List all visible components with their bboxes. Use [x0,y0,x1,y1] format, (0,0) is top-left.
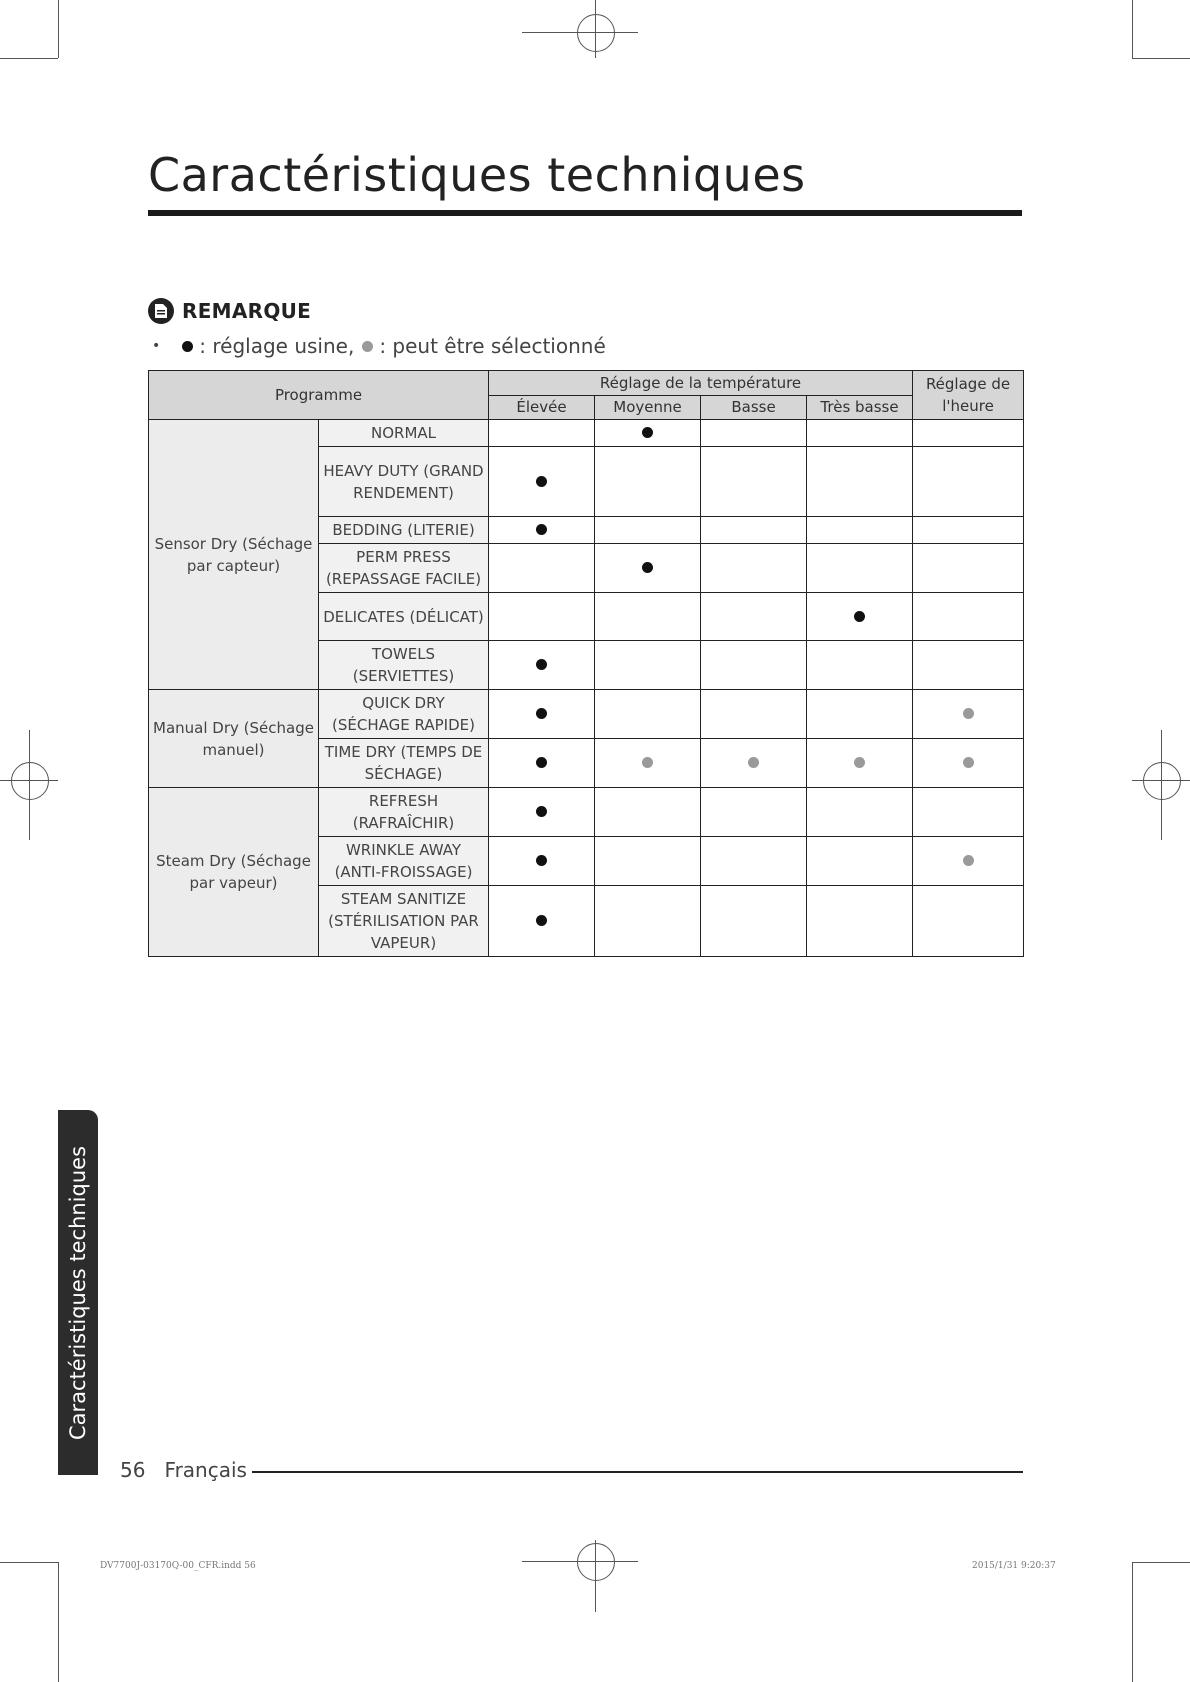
black-dot-icon [182,341,193,352]
setting-cell [807,788,913,837]
program-name: REFRESH (RAFRAÎCHIR) [319,788,489,837]
setting-cell [913,517,1024,544]
setting-cell [701,690,807,739]
setting-cell [807,837,913,886]
setting-cell [807,690,913,739]
setting-cell [595,420,701,447]
default-setting-dot-icon [536,708,547,719]
header-temperature: Réglage de la température [489,371,913,396]
note-legend [152,334,606,358]
setting-cell [489,788,595,837]
grey-dot-icon [362,341,373,352]
selectable-setting-dot-icon [748,757,759,768]
program-name: TOWELS (SERVIETTES) [319,641,489,690]
selectable-setting-dot-icon [963,757,974,768]
setting-cell [913,593,1024,641]
program-name: WRINKLE AWAY (ANTI-FROISSAGE) [319,837,489,886]
registration-mark-icon [1143,762,1181,800]
setting-cell [595,739,701,788]
page-title: Caractéristiques techniques [148,148,806,202]
setting-cell [913,690,1024,739]
setting-cell [595,593,701,641]
setting-cell [489,544,595,593]
crop-mark [1132,1562,1190,1563]
setting-cell [595,886,701,957]
setting-cell [913,739,1024,788]
default-setting-dot-icon [536,524,547,535]
group-name: Steam Dry (Séchage par vapeur) [149,788,319,957]
setting-cell [807,517,913,544]
grey-dot-legend: : peut être sélectionné [379,334,606,358]
setting-cell [701,837,807,886]
setting-cell [807,739,913,788]
crop-mark [58,1562,59,1682]
setting-cell [595,788,701,837]
setting-cell [489,690,595,739]
page-footer [120,1458,247,1482]
group-name: Sensor Dry (Séchage par capteur) [149,420,319,690]
program-name: STEAM SANITIZE (STÉRILISATION PAR VAPEUR) [319,886,489,957]
program-name: BEDDING (LITERIE) [319,517,489,544]
header-programme: Programme [149,371,489,420]
setting-cell [913,641,1024,690]
setting-cell [489,739,595,788]
setting-cell [701,593,807,641]
slug-filename: DV7700J-03170Q-00_CFR.indd 56 [100,1561,256,1571]
setting-cell [701,739,807,788]
selectable-setting-dot-icon [963,708,974,719]
program-settings-table [148,370,1024,957]
default-setting-dot-icon [536,476,547,487]
crop-mark [1132,1562,1133,1682]
setting-cell [595,837,701,886]
selectable-setting-dot-icon [854,757,865,768]
selectable-setting-dot-icon [963,855,974,866]
setting-cell [701,544,807,593]
note-icon [148,298,174,324]
setting-cell [807,593,913,641]
program-name: PERM PRESS (REPASSAGE FACILE) [319,544,489,593]
setting-cell [807,447,913,517]
default-setting-dot-icon [536,806,547,817]
setting-cell [807,544,913,593]
table-row [149,788,1024,837]
program-name: TIME DRY (TEMPS DE SÉCHAGE) [319,739,489,788]
program-name: QUICK DRY (SÉCHAGE RAPIDE) [319,690,489,739]
setting-cell [913,837,1024,886]
setting-cell [701,641,807,690]
bullet: • [152,338,161,354]
registration-mark-icon [577,1543,615,1581]
selectable-setting-dot-icon [642,757,653,768]
setting-cell [489,420,595,447]
slug-timestamp: 2015/1/31 9:20:37 [972,1561,1056,1571]
default-setting-dot-icon [642,427,653,438]
default-setting-dot-icon [536,855,547,866]
setting-cell [595,447,701,517]
setting-cell [913,420,1024,447]
side-tab-label: Caractéristiques techniques [66,1145,90,1440]
setting-cell [913,544,1024,593]
setting-cell [595,641,701,690]
setting-cell [807,641,913,690]
table-body [149,420,1024,957]
default-setting-dot-icon [854,611,865,622]
registration-mark-icon [11,762,49,800]
header-temp-low: Basse [701,395,807,420]
page-number: 56 [120,1458,146,1482]
page-language: Français [164,1458,247,1482]
black-dot-legend: : réglage usine, [199,334,355,358]
default-setting-dot-icon [536,915,547,926]
group-name: Manual Dry (Séchage manuel) [149,690,319,788]
setting-cell [913,788,1024,837]
setting-cell [701,420,807,447]
setting-cell [913,447,1024,517]
setting-cell [489,447,595,517]
crop-mark [1132,58,1190,59]
default-setting-dot-icon [536,659,547,670]
note-title: REMARQUE [182,299,312,323]
setting-cell [489,837,595,886]
default-setting-dot-icon [536,757,547,768]
footer-rule [252,1471,1023,1473]
setting-cell [489,641,595,690]
setting-cell [701,788,807,837]
crop-mark [1132,0,1133,58]
program-name: DELICATES (DÉLICAT) [319,593,489,641]
setting-cell [701,517,807,544]
header-temp-medium: Moyenne [595,395,701,420]
default-setting-dot-icon [642,562,653,573]
crop-mark [58,0,59,58]
setting-cell [489,886,595,957]
table-row [149,420,1024,447]
setting-cell [701,447,807,517]
setting-cell [489,517,595,544]
setting-cell [595,517,701,544]
setting-cell [595,690,701,739]
setting-cell [489,593,595,641]
setting-cell [807,886,913,957]
header-temp-high: Élevée [489,395,595,420]
side-tab [58,1110,98,1475]
note-heading [148,298,311,324]
crop-mark [0,1562,58,1563]
header-temp-very-low: Très basse [807,395,913,420]
setting-cell [807,420,913,447]
program-name: NORMAL [319,420,489,447]
registration-mark-icon [577,14,615,52]
setting-cell [701,886,807,957]
header-hour: Réglage de l'heure [913,371,1024,420]
setting-cell [913,886,1024,957]
program-name: HEAVY DUTY (GRAND RENDEMENT) [319,447,489,517]
title-rule [148,210,1022,216]
crop-mark [0,58,58,59]
table-row [149,690,1024,739]
setting-cell [595,544,701,593]
